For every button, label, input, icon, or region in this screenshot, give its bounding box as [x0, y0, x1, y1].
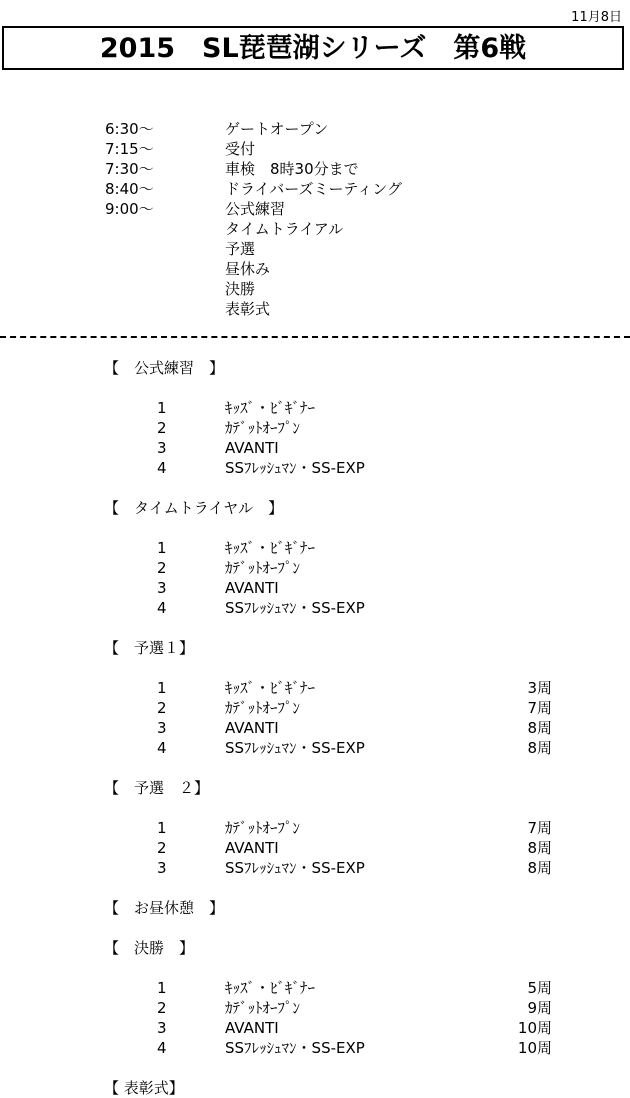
class-number: 3 — [157, 719, 167, 737]
lap-count: 8周 — [527, 859, 552, 877]
class-row — [0, 838, 630, 858]
schedule-list — [105, 119, 525, 319]
class-row — [0, 398, 630, 418]
schedule-event: ゲートオープン — [225, 120, 329, 138]
class-number: 2 — [157, 999, 167, 1017]
section-title: 【 表彰式】 — [104, 1079, 184, 1097]
class-row — [0, 818, 630, 838]
class-name: ｷｯｽﾞ・ﾋﾞｷﾞﾅｰ — [225, 399, 316, 417]
class-number: 3 — [157, 439, 167, 457]
class-name: ｶﾃﾞｯﾄｵｰﾌﾟﾝ — [225, 999, 301, 1017]
class-name: SSﾌﾚｯｼｭﾏﾝ・SS-EXP — [225, 859, 365, 877]
lap-count: 5周 — [527, 979, 552, 997]
schedule-time: 6:30～ — [105, 120, 154, 138]
class-name: ｶﾃﾞｯﾄｵｰﾌﾟﾝ — [225, 699, 301, 717]
class-name: AVANTI — [225, 439, 279, 457]
document-title: 2015 SL琵琶湖シリーズ 第6戦 — [2, 26, 624, 70]
class-name: AVANTI — [225, 839, 279, 857]
class-number: 2 — [157, 419, 167, 437]
schedule-event: 表彰式 — [225, 300, 271, 318]
class-number: 1 — [157, 399, 167, 417]
divider — [0, 336, 630, 338]
class-name: ｶﾃﾞｯﾄｵｰﾌﾟﾝ — [225, 819, 301, 837]
lap-count: 7周 — [527, 819, 552, 837]
schedule-event: タイムトライアル — [225, 220, 344, 238]
section-title: 【 予選１】 — [104, 639, 195, 657]
class-number: 2 — [157, 559, 167, 577]
class-number: 4 — [157, 599, 167, 617]
class-number: 1 — [157, 679, 167, 697]
lap-count: 8周 — [527, 839, 552, 857]
class-row — [0, 418, 630, 438]
schedule-row — [105, 299, 525, 319]
class-number: 1 — [157, 539, 167, 557]
schedule-time: 7:30～ — [105, 160, 154, 178]
section-title: 【 決勝 】 — [104, 939, 195, 957]
schedule-event: 受付 — [225, 140, 256, 158]
class-number: 3 — [157, 859, 167, 877]
schedule-row — [105, 199, 525, 219]
schedule-event: 昼休み — [225, 260, 271, 278]
schedule-event: 予選 — [225, 240, 256, 258]
class-row — [0, 1018, 630, 1038]
class-row — [0, 998, 630, 1018]
class-name: AVANTI — [225, 719, 279, 737]
schedule-event: 車検 8時30分まで — [225, 160, 359, 178]
schedule-time: 7:15～ — [105, 140, 154, 158]
class-number: 3 — [157, 579, 167, 597]
class-name: SSﾌﾚｯｼｭﾏﾝ・SS-EXP — [225, 459, 365, 477]
lap-count: 3周 — [527, 679, 552, 697]
schedule-row — [105, 279, 525, 299]
lap-count: 8周 — [527, 719, 552, 737]
schedule-row — [105, 139, 525, 159]
class-number: 2 — [157, 699, 167, 717]
schedule-event: 公式練習 — [225, 200, 286, 218]
class-name: AVANTI — [225, 1019, 279, 1037]
class-number: 1 — [157, 979, 167, 997]
section-title: 【 公式練習 】 — [104, 359, 225, 377]
schedule-time: 9:00～ — [105, 200, 154, 218]
schedule-event: 決勝 — [225, 280, 256, 298]
class-row — [0, 678, 630, 698]
schedule-event: ドライバーズミーティング — [225, 180, 403, 198]
class-number: 4 — [157, 459, 167, 477]
section-title: 【 お昼休憩 】 — [104, 899, 225, 917]
lap-count: 8周 — [527, 739, 552, 757]
class-number: 3 — [157, 1019, 167, 1037]
schedule-time: 8:40～ — [105, 180, 154, 198]
class-name: ｷｯｽﾞ・ﾋﾞｷﾞﾅｰ — [225, 679, 316, 697]
class-row — [0, 1038, 630, 1058]
section-title: 【 タイムトライヤル 】 — [104, 499, 284, 517]
class-row — [0, 578, 630, 598]
class-number: 4 — [157, 739, 167, 757]
lap-count: 7周 — [527, 699, 552, 717]
class-row — [0, 978, 630, 998]
class-name: ｶﾃﾞｯﾄｵｰﾌﾟﾝ — [225, 419, 301, 437]
document-date: 11月8日 — [571, 10, 622, 25]
class-name: SSﾌﾚｯｼｭﾏﾝ・SS-EXP — [225, 1039, 365, 1057]
schedule-row — [105, 119, 525, 139]
class-name: ｷｯｽﾞ・ﾋﾞｷﾞﾅｰ — [225, 979, 316, 997]
lap-count: 10周 — [517, 1019, 552, 1037]
schedule-row — [105, 159, 525, 179]
class-name: SSﾌﾚｯｼｭﾏﾝ・SS-EXP — [225, 599, 365, 617]
class-row — [0, 458, 630, 478]
section-title: 【 予選 ２】 — [104, 779, 210, 797]
class-row — [0, 438, 630, 458]
class-row — [0, 598, 630, 618]
class-row — [0, 738, 630, 758]
schedule-row — [105, 179, 525, 199]
lap-count: 9周 — [527, 999, 552, 1017]
class-name: ｶﾃﾞｯﾄｵｰﾌﾟﾝ — [225, 559, 301, 577]
lap-count: 10周 — [517, 1039, 552, 1057]
class-number: 2 — [157, 839, 167, 857]
class-number: 1 — [157, 819, 167, 837]
schedule-row — [105, 219, 525, 239]
class-number: 4 — [157, 1039, 167, 1057]
schedule-row — [105, 259, 525, 279]
class-name: SSﾌﾚｯｼｭﾏﾝ・SS-EXP — [225, 739, 365, 757]
class-row — [0, 718, 630, 738]
class-row — [0, 698, 630, 718]
class-row — [0, 858, 630, 878]
schedule-row — [105, 239, 525, 259]
class-row — [0, 558, 630, 578]
class-name: ｷｯｽﾞ・ﾋﾞｷﾞﾅｰ — [225, 539, 316, 557]
class-row — [0, 538, 630, 558]
class-name: AVANTI — [225, 579, 279, 597]
